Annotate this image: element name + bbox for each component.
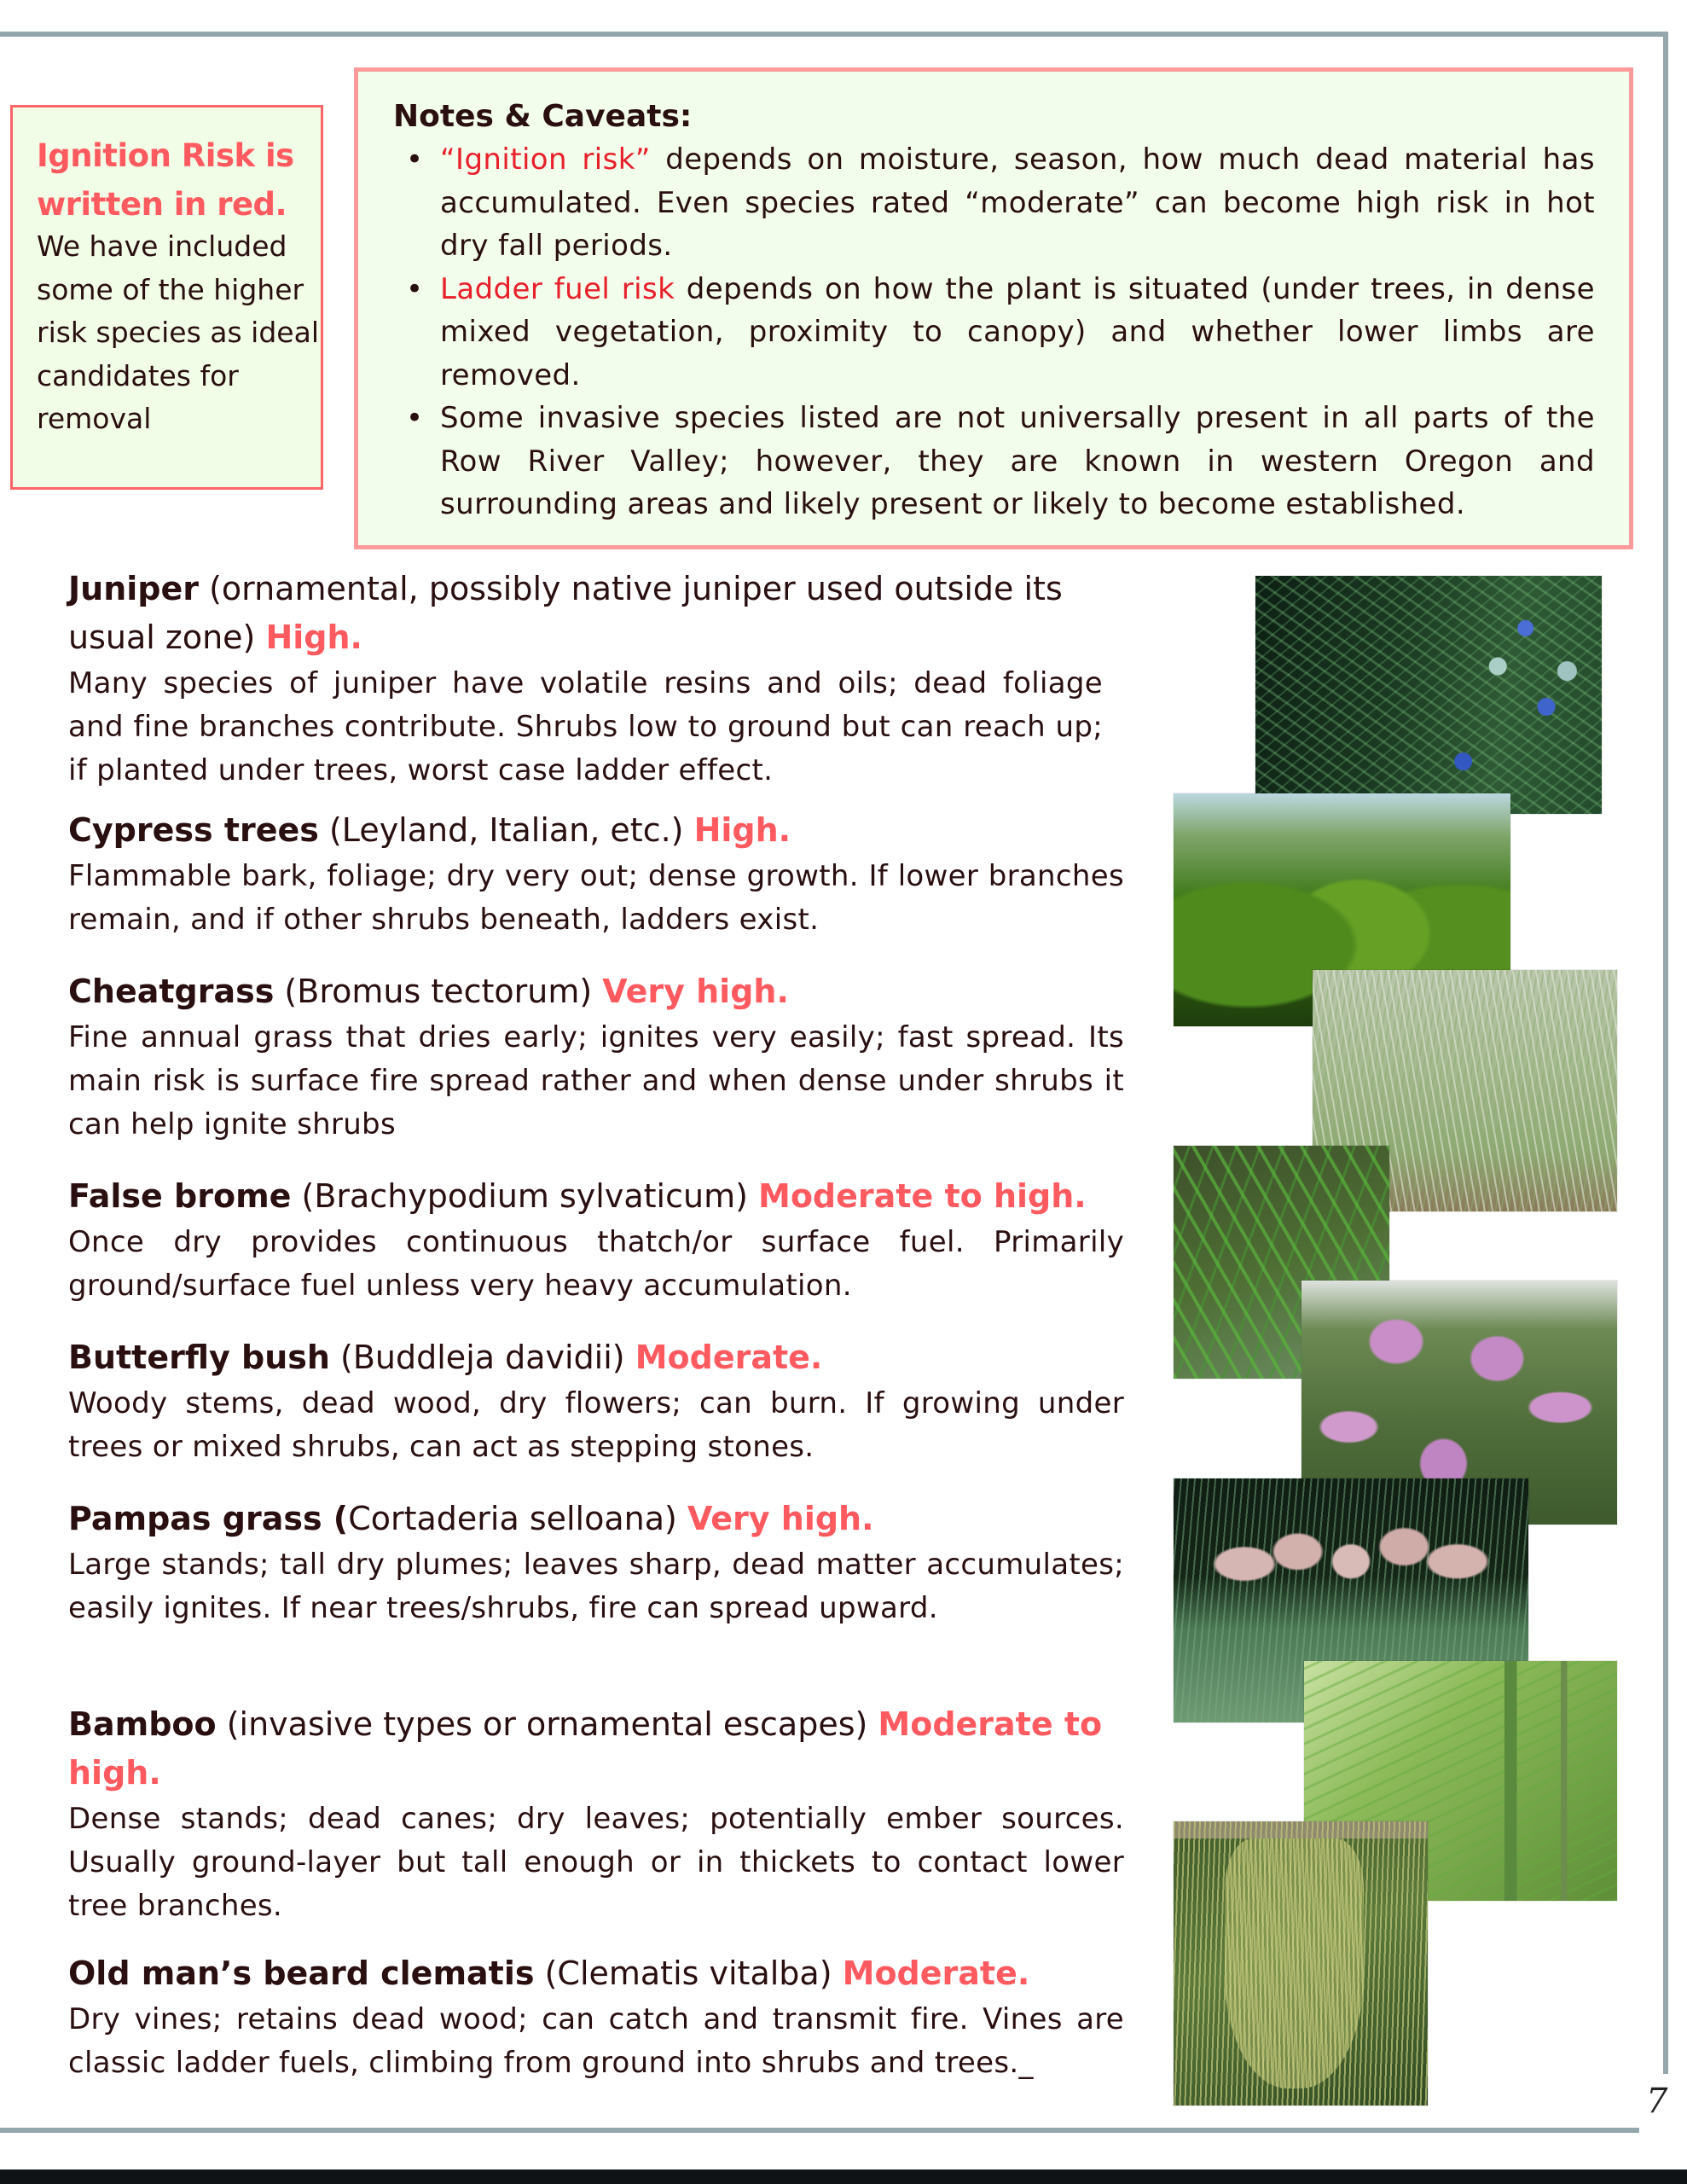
notes-item-highlight: Ladder fuel risk bbox=[440, 271, 675, 306]
species-name: False brome bbox=[68, 1177, 292, 1215]
risk-rating: Very high. bbox=[602, 973, 789, 1010]
risk-rating: Moderate to high. bbox=[758, 1177, 1087, 1215]
species-entry-cypress bbox=[68, 806, 1124, 942]
species-entry-cheatgrass bbox=[68, 967, 1124, 1147]
species-heading bbox=[68, 565, 1103, 662]
species-detail: (Leyland, Italian, etc.) bbox=[318, 811, 694, 849]
species-name: Juniper bbox=[68, 570, 199, 607]
species-detail: (ornamental, possibly native juniper used outside its usual zone) bbox=[68, 570, 1063, 656]
page-number: 7 bbox=[1646, 2082, 1668, 2121]
risk-rating: Moderate. bbox=[635, 1339, 823, 1376]
species-description: Woody stems, dead wood, dry flowers; can burn. If growing under trees or mixed shrubs, can act as stepping stones. bbox=[68, 1386, 1124, 1464]
page-frame-right-rule bbox=[1663, 32, 1668, 2074]
notes-list bbox=[392, 138, 1595, 526]
species-heading bbox=[68, 1333, 1124, 1382]
species-detail: (Brachypodium sylvaticum) bbox=[291, 1177, 758, 1215]
species-description: Dry vines; retains dead wood; can catch and transmit fire. Vines are classic ladder fuels, climbing from ground into shrubs and trees._ bbox=[68, 2002, 1124, 2080]
notes-item bbox=[440, 268, 1595, 398]
species-name: Pampas grass ( bbox=[68, 1500, 349, 1537]
species-heading bbox=[68, 1172, 1124, 1221]
notes-caveats-box bbox=[354, 67, 1633, 549]
species-description: Many species of juniper have volatile resins and oils; dead foliage and fine branches contribute. Shrubs low to ground but can reach up; if planted under trees, worst case ladder effect. bbox=[68, 666, 1103, 787]
species-heading bbox=[68, 806, 1124, 855]
species-detail: (invasive types or ornamental escapes) bbox=[216, 1705, 878, 1743]
species-detail: (Clematis vitalba) bbox=[534, 1955, 843, 1992]
risk-rating: Moderate. bbox=[842, 1955, 1030, 1992]
notes-item-highlight: “Ignition risk” bbox=[440, 142, 651, 177]
risk-rating: Moderate to high. bbox=[68, 1705, 1103, 1792]
viewer-bottom-bar bbox=[0, 2169, 1687, 2184]
species-entry-bamboo bbox=[68, 1700, 1124, 1928]
species-heading bbox=[68, 1495, 1124, 1543]
species-description: Once dry provides continuous thatch/or surface fuel. Primarily ground/surface fuel unless very heavy accumulation. bbox=[68, 1225, 1124, 1303]
notes-item-text: depends on moisture, season, how much dead material has accumulated. Even species rated “moderate” can become high risk in hot dry fall periods. bbox=[440, 142, 1595, 263]
species-detail: (Buddleja davidii) bbox=[329, 1339, 635, 1376]
notes-item bbox=[440, 397, 1595, 526]
species-name: Bamboo bbox=[68, 1705, 217, 1743]
risk-rating: Very high. bbox=[687, 1500, 874, 1537]
species-heading bbox=[68, 1700, 1124, 1798]
species-entry-pampas-grass bbox=[68, 1495, 1124, 1630]
species-description: Large stands; tall dry plumes; leaves sharp, dead matter accumulates; easily ignites. If near trees/shrubs, fire can spread upward. bbox=[68, 1548, 1124, 1625]
species-entry-butterfly-bush bbox=[68, 1333, 1124, 1469]
juniper-photo bbox=[1255, 576, 1602, 814]
species-description: Dense stands; dead canes; dry leaves; potentially ember sources. Usually ground-layer but tall enough or in thickets to contact lower tree branches. bbox=[68, 1802, 1124, 1923]
species-name: Cheatgrass bbox=[68, 973, 275, 1010]
risk-rating: High. bbox=[693, 811, 791, 849]
species-entry-false-brome bbox=[68, 1172, 1124, 1308]
species-entry-clematis bbox=[68, 1949, 1124, 2085]
notes-item-text: Some invasive species listed are not universally present in all parts of the Row River Valley; however, they are known in western Oregon and surrounding areas and likely present or likely to become established. bbox=[440, 401, 1595, 521]
risk-legend-box bbox=[10, 105, 323, 490]
species-name: Cypress trees bbox=[68, 811, 319, 849]
species-description: Fine annual grass that dries early; ignites very easily; fast spread. Its main risk is surface fire spread rather and when dense under shrubs it can help ignite shrubs bbox=[68, 1020, 1124, 1141]
species-heading bbox=[68, 967, 1124, 1016]
page-frame-top-rule bbox=[0, 32, 1668, 37]
page-frame-bottom-rule bbox=[0, 2128, 1639, 2133]
species-heading bbox=[68, 1949, 1124, 1998]
legend-title: Ignition Risk is written in red. bbox=[37, 137, 294, 223]
notes-item bbox=[440, 138, 1595, 268]
risk-rating: High. bbox=[265, 619, 362, 656]
species-entry-juniper bbox=[68, 565, 1103, 793]
notes-item-text: depends on how the plant is situated (under trees, in dense mixed vegetation, proximity to canopy) and whether lower limbs are removed. bbox=[440, 271, 1595, 392]
species-description: Flammable bark, foliage; dry very out; dense growth. If lower branches remain, and if other shrubs beneath, ladders exist. bbox=[68, 859, 1124, 937]
species-name: Butterfly bush bbox=[68, 1339, 330, 1376]
species-detail: (Bromus tectorum) bbox=[274, 973, 603, 1010]
species-detail: Cortaderia selloana) bbox=[348, 1500, 687, 1537]
legend-body: We have included some of the higher risk species as ideal candidates for removal bbox=[37, 229, 319, 435]
clematis-photo bbox=[1174, 1821, 1428, 2106]
species-name: Old man’s beard clematis bbox=[68, 1955, 535, 1992]
notes-title: Notes & Caveats: bbox=[393, 99, 693, 134]
